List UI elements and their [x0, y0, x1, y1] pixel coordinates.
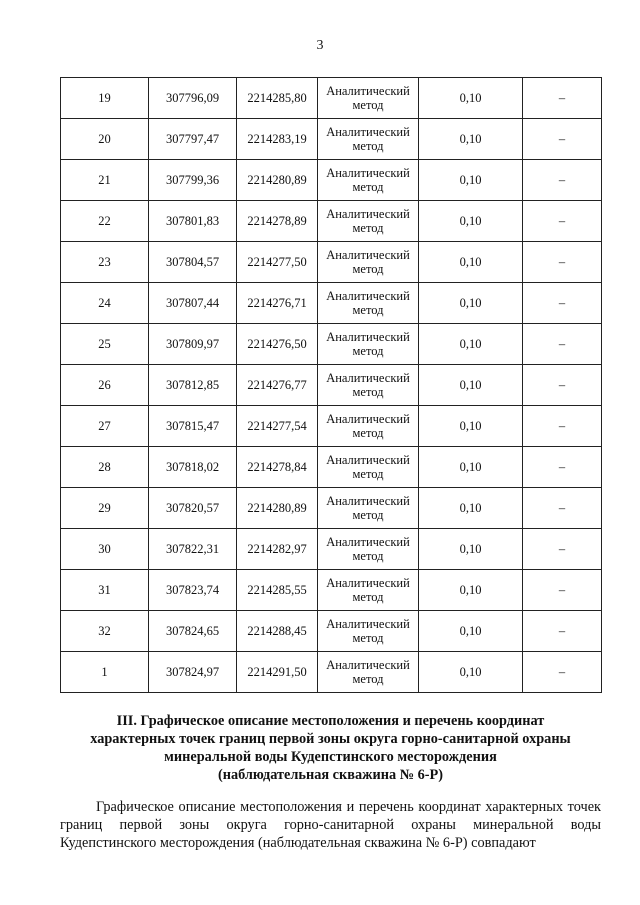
- method-cell: [318, 160, 419, 201]
- method-line: Аналитический: [326, 535, 410, 549]
- section-heading: [60, 712, 601, 784]
- method-cell: [318, 570, 419, 611]
- method-line: метод: [352, 98, 384, 112]
- method-line: Аналитический: [326, 84, 410, 98]
- error-cell: 0,10: [419, 78, 523, 119]
- table-row: [61, 570, 602, 611]
- method-line: метод: [352, 262, 384, 276]
- method-line: метод: [352, 508, 384, 522]
- table-row: [61, 242, 602, 283]
- note-cell: –: [523, 242, 602, 283]
- y-coordinate-cell: 2214280,89: [237, 488, 318, 529]
- method-cell: [318, 611, 419, 652]
- note-cell: –: [523, 447, 602, 488]
- x-coordinate-cell: 307815,47: [149, 406, 237, 447]
- method-line: метод: [352, 385, 384, 399]
- note-cell: –: [523, 611, 602, 652]
- method-cell: [318, 78, 419, 119]
- error-cell: 0,10: [419, 611, 523, 652]
- x-coordinate-cell: 307807,44: [149, 283, 237, 324]
- x-coordinate-cell: 307797,47: [149, 119, 237, 160]
- point-number-cell: 23: [61, 242, 149, 283]
- method-line: метод: [352, 139, 384, 153]
- x-coordinate-cell: 307823,74: [149, 570, 237, 611]
- table-row: [61, 78, 602, 119]
- y-coordinate-cell: 2214285,55: [237, 570, 318, 611]
- note-cell: –: [523, 160, 602, 201]
- section-heading-line: (наблюдательная скважина № 6-Р): [217, 767, 444, 783]
- table-row: [61, 201, 602, 242]
- table-row: [61, 324, 602, 365]
- point-number-cell: 29: [61, 488, 149, 529]
- method-line: метод: [352, 303, 384, 317]
- point-number-cell: 31: [61, 570, 149, 611]
- y-coordinate-cell: 2214276,71: [237, 283, 318, 324]
- method-line: Аналитический: [326, 658, 410, 672]
- method-line: Аналитический: [326, 166, 410, 180]
- note-cell: –: [523, 283, 602, 324]
- point-number-cell: 26: [61, 365, 149, 406]
- point-number-cell: 27: [61, 406, 149, 447]
- section-heading-line: минеральной воды Кудепстинского месторождения: [164, 749, 497, 765]
- error-cell: 0,10: [419, 406, 523, 447]
- y-coordinate-cell: 2214277,54: [237, 406, 318, 447]
- y-coordinate-cell: 2214276,77: [237, 365, 318, 406]
- x-coordinate-cell: 307801,83: [149, 201, 237, 242]
- error-cell: 0,10: [419, 160, 523, 201]
- note-cell: –: [523, 324, 602, 365]
- method-line: метод: [352, 221, 384, 235]
- y-coordinate-cell: 2214288,45: [237, 611, 318, 652]
- x-coordinate-cell: 307824,65: [149, 611, 237, 652]
- y-coordinate-cell: 2214278,89: [237, 201, 318, 242]
- method-line: Аналитический: [326, 617, 410, 631]
- x-coordinate-cell: 307822,31: [149, 529, 237, 570]
- method-line: Аналитический: [326, 412, 410, 426]
- table-row: [61, 652, 602, 693]
- method-line: метод: [352, 467, 384, 481]
- point-number-cell: 19: [61, 78, 149, 119]
- note-cell: –: [523, 78, 602, 119]
- point-number-cell: 28: [61, 447, 149, 488]
- method-cell: [318, 488, 419, 529]
- y-coordinate-cell: 2214291,50: [237, 652, 318, 693]
- x-coordinate-cell: 307812,85: [149, 365, 237, 406]
- method-line: Аналитический: [326, 453, 410, 467]
- method-line: Аналитический: [326, 576, 410, 590]
- error-cell: 0,10: [419, 242, 523, 283]
- method-cell: [318, 283, 419, 324]
- y-coordinate-cell: 2214280,89: [237, 160, 318, 201]
- section-heading-line: характерных точек границ первой зоны округа горно-санитарной охраны: [90, 731, 571, 747]
- x-coordinate-cell: 307804,57: [149, 242, 237, 283]
- error-cell: 0,10: [419, 652, 523, 693]
- y-coordinate-cell: 2214278,84: [237, 447, 318, 488]
- x-coordinate-cell: 307809,97: [149, 324, 237, 365]
- error-cell: 0,10: [419, 283, 523, 324]
- error-cell: 0,10: [419, 365, 523, 406]
- point-number-cell: 32: [61, 611, 149, 652]
- method-line: Аналитический: [326, 494, 410, 508]
- method-cell: [318, 324, 419, 365]
- point-number-cell: 20: [61, 119, 149, 160]
- method-cell: [318, 406, 419, 447]
- method-line: метод: [352, 672, 384, 686]
- method-line: Аналитический: [326, 207, 410, 221]
- note-cell: –: [523, 570, 602, 611]
- x-coordinate-cell: 307820,57: [149, 488, 237, 529]
- note-cell: –: [523, 488, 602, 529]
- method-line: метод: [352, 180, 384, 194]
- y-coordinate-cell: 2214285,80: [237, 78, 318, 119]
- error-cell: 0,10: [419, 570, 523, 611]
- error-cell: 0,10: [419, 201, 523, 242]
- method-line: метод: [352, 631, 384, 645]
- y-coordinate-cell: 2214283,19: [237, 119, 318, 160]
- page-number: 3: [316, 38, 324, 53]
- table-row: [61, 406, 602, 447]
- table-row: [61, 611, 602, 652]
- x-coordinate-cell: 307818,02: [149, 447, 237, 488]
- method-line: Аналитический: [326, 371, 410, 385]
- table-row: [61, 365, 602, 406]
- method-line: метод: [352, 590, 384, 604]
- note-cell: –: [523, 529, 602, 570]
- method-cell: [318, 242, 419, 283]
- x-coordinate-cell: 307796,09: [149, 78, 237, 119]
- method-cell: [318, 201, 419, 242]
- method-line: метод: [352, 549, 384, 563]
- coordinates-table: [60, 77, 602, 693]
- method-cell: [318, 652, 419, 693]
- x-coordinate-cell: 307824,97: [149, 652, 237, 693]
- note-cell: –: [523, 365, 602, 406]
- point-number-cell: 1: [61, 652, 149, 693]
- point-number-cell: 22: [61, 201, 149, 242]
- table-row: [61, 488, 602, 529]
- table-row: [61, 160, 602, 201]
- method-line: Аналитический: [326, 289, 410, 303]
- method-cell: [318, 365, 419, 406]
- table-row: [61, 447, 602, 488]
- method-line: метод: [352, 344, 384, 358]
- table-row: [61, 283, 602, 324]
- note-cell: –: [523, 652, 602, 693]
- method-cell: [318, 529, 419, 570]
- point-number-cell: 24: [61, 283, 149, 324]
- error-cell: 0,10: [419, 488, 523, 529]
- coordinates-table-body: [61, 78, 602, 693]
- method-line: Аналитический: [326, 330, 410, 344]
- method-line: Аналитический: [326, 248, 410, 262]
- note-cell: –: [523, 406, 602, 447]
- point-number-cell: 25: [61, 324, 149, 365]
- error-cell: 0,10: [419, 324, 523, 365]
- section-heading-line: III. Графическое описание местоположения и перечень координат: [116, 713, 545, 729]
- y-coordinate-cell: 2214282,97: [237, 529, 318, 570]
- method-line: метод: [352, 426, 384, 440]
- error-cell: 0,10: [419, 447, 523, 488]
- point-number-cell: 30: [61, 529, 149, 570]
- note-cell: –: [523, 119, 602, 160]
- note-cell: –: [523, 201, 602, 242]
- error-cell: 0,10: [419, 119, 523, 160]
- table-row: [61, 529, 602, 570]
- method-cell: [318, 447, 419, 488]
- error-cell: 0,10: [419, 529, 523, 570]
- table-row: [61, 119, 602, 160]
- y-coordinate-cell: 2214276,50: [237, 324, 318, 365]
- section-paragraph: Графическое описание местоположения и перечень координат характерных точек границ первой зоны округа горно-санитарной охраны минеральной воды Кудепстинского месторождения (наблюдательная скважина № 6-Р) совпадают: [60, 799, 601, 851]
- point-number-cell: 21: [61, 160, 149, 201]
- y-coordinate-cell: 2214277,50: [237, 242, 318, 283]
- method-line: Аналитический: [326, 125, 410, 139]
- method-cell: [318, 119, 419, 160]
- x-coordinate-cell: 307799,36: [149, 160, 237, 201]
